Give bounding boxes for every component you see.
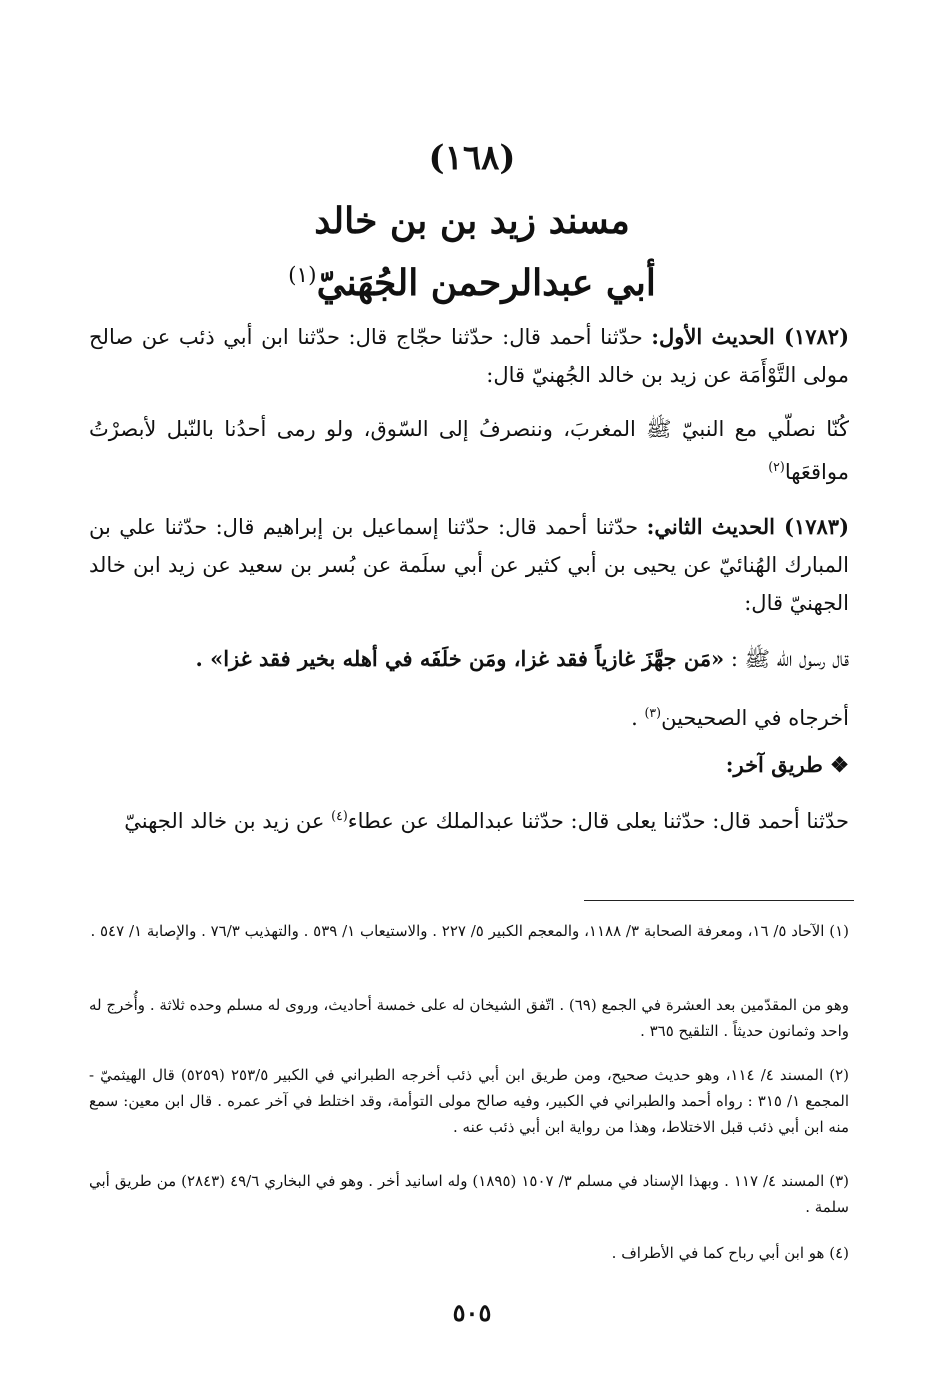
footnote-1a: (١) الآحاد ٥/ ١٦، ومعرفة الصحابة ٣/ ١١٨٨، والمعجم الكبير ٥/ ٢٢٧ . والاستيعاب ١/ ٥٣٩ . والتهذيب ٧٦/٣ . والإصابة ١/ ٥٤٧ . — [90, 922, 849, 940]
chapter-number: (١٦٨) — [428, 138, 516, 178]
footnote-ref-4: (٤) — [331, 808, 348, 823]
hadith-2-matn-intro: قال رسول الله ﷺ : — [730, 647, 849, 671]
subtitle-text: أبي عبدالرحمن الجُهَنيّ — [316, 262, 656, 304]
page-subtitle — [0, 262, 944, 304]
other-route-text — [89, 797, 849, 840]
other-route-text-a: حدّثنا أحمد قال: حدّثنا يعلى قال: حدّثنا عبدالملك عن عطاء — [347, 809, 849, 833]
hadith-2-isnad-text: حدّثنا أحمد قال: حدّثنا إسماعيل بن إبراهيم قال: حدّثنا علي بن المبارك الهُنائيّ عن يحيى بن أبي كثير عن أبي سلَمة عن بُسر بن سعيد عن زيد ابن خالد الجهنيّ قال: — [89, 515, 849, 615]
hadith-1-label: (١٧٨٢) الحديث الأول: — [651, 324, 849, 349]
page-number: ٥٠٥ — [452, 1298, 492, 1327]
hadith-2-takhrij: أخرجاه في الصحيحين$^{(٣)}$ . — [631, 705, 849, 730]
footnote-ref-1: (١) — [288, 263, 317, 288]
hadith-2-takhrij-text: أخرجاه في الصحيحين — [661, 706, 849, 730]
hadith-2-matn — [89, 640, 849, 678]
hadith-1-isnad — [89, 318, 849, 394]
page-title: مسند زيد بن بن خالد — [314, 200, 630, 242]
hadith-1-matn — [89, 410, 849, 491]
footnote-divider — [584, 900, 854, 901]
footnote-ref-3: (٣) — [644, 705, 662, 720]
footnote-3: (٣) المسند ٤/ ١١٧ . وبهذا الإسناد في مسلم ٣/ ١٥٠٧ (١٨٩٥) وله اسانيد أخر . وهو في البخاري ٤٩/٦ (٢٨٤٣) من طريق أبي سلمة . — [89, 1172, 850, 1216]
hadith-2-isnad — [89, 508, 849, 622]
footnote-1b: وهو من المقدّمين بعد العشرة في الجمع (٦٩) . اتّفق الشيخان له على خمسة أحاديث، وروى له مسلم وحده ثلاثة . وأُخرج له واحد وثمانون حديثاً . التلقيح ٣٦٥ . — [89, 996, 849, 1040]
footnote-2: (٢) المسند ٤/ ١١٤، وهو حديث صحيح، ومن طريق ابن أبي ذئب أخرجه الطبراني في الكبير ٢٥٣/٥ (٥٢٥٩) قال الهيثميّ - المجمع ١/ ٣١٥ : رواه أحمد والطبراني في الكبير، وفيه صالح مولى التوأمة، وقد اختلط في آخر عمره . قال ابن معين: سمع منه ابن أبي ذئب قبل الاختلاط، وهذا من رواية ابن أبي ذئب عنه . — [89, 1066, 850, 1136]
footnote-ref-2: (٢) — [768, 459, 785, 474]
hadith-2-matn-text: «مَن جهَّزَ غازياً فقد غزا، ومَن خلَفَه في أهله بخير فقد غزا» . — [195, 646, 725, 671]
footnote-4: (٤) هو ابن أبي رباح كما في الأطراف . — [611, 1244, 849, 1262]
other-route-heading: ❖ طريق آخر: — [725, 752, 849, 777]
hadith-1-matn-text: كُنّا نصلّي مع النبيّ ﷺ المغربَ، وننصرفُ إلى السّوق، ولو رمى أحدُنا بالنّبل لأبصرْتُ مواقعَها — [89, 417, 849, 484]
other-route-text-b: عن زيد بن خالد الجهنيّ — [124, 809, 325, 833]
hadith-2-label: (١٧٨٣) الحديث الثاني: — [646, 514, 849, 539]
hadith-1-isnad-text: حدّثنا أحمد قال: حدّثنا حجّاج قال: حدّثنا ابن أبي ذئب عن صالح مولى التَّوْأَمَة عن زيد بن خالد الجُهنيّ قال: — [89, 325, 849, 387]
